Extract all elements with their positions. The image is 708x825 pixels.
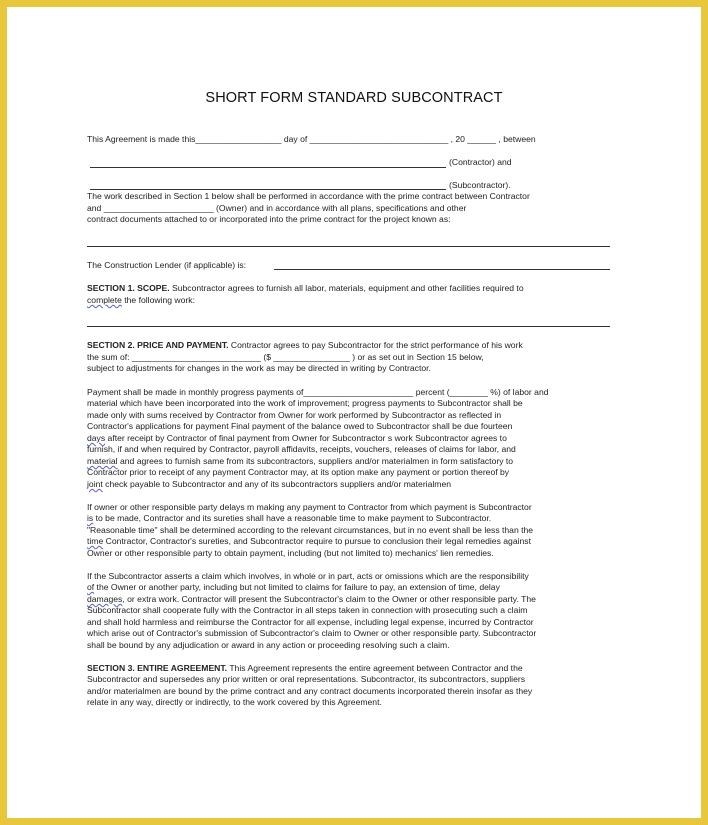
spell-flag-word: of [87, 582, 95, 592]
payment-para-line-4: Contractor's applications for payment Final payment of the balance owed to Subcontractor shall be due fourteen [87, 421, 513, 431]
spell-flag-word: is [87, 513, 94, 523]
section-3-line-2: Subcontractor and supersedes any prior written or oral representations. Subcontractor, its subcontractors, suppliers [87, 674, 526, 684]
work-description-line-2: and _______________________ (Owner) and in accordance with all plans, specifications and other [87, 203, 467, 213]
claim-para-line-3 [87, 594, 536, 605]
spell-flag-word: complete [87, 295, 122, 305]
claim-para-line-5: and shall hold harmless and reimburse the Contractor for all expense, including legal expense, incurred by Contractor [87, 617, 534, 627]
document-title: SHORT FORM STANDARD SUBCONTRACT [205, 90, 503, 106]
section-1-text-2: the following work: [121, 295, 195, 305]
spell-flag-word: joint [87, 479, 103, 489]
section-2-text: Contractor agrees to pay Subcontractor for the strict performance of his work [230, 340, 523, 350]
contractor-label: (Contractor) and [449, 157, 512, 167]
claim-para-line-1: If the Subcontractor asserts a claim which involves, in whole or in part, acts or omissions which are the responsibility [87, 571, 529, 581]
claim-para-line-2 [87, 582, 500, 593]
work-description-line-3: contract documents attached to or incorporated into the prime contract for the project known as: [87, 214, 451, 224]
section-2-heading: SECTION 2. PRICE AND PAYMENT. [87, 340, 229, 350]
contractor-blank [90, 167, 446, 168]
delay-para-line-5: Owner or other responsible party to obtain payment, including (but not limited to) mechanics' lien remedies. [87, 548, 494, 558]
claim-para-line-7: shall be bound by any adjudication or award in any action or proceeding resolving such a claim. [87, 640, 450, 650]
delay-para-line-1: If owner or other responsible party delays m making any payment to Contractor from which payment is Subcontractor [87, 502, 532, 512]
project-name-blank [87, 246, 610, 247]
delay-para-line-4 [87, 536, 531, 547]
payment-para-text: after receipt by Contractor of final payment from Owner for Subcontractor s work Subcontractor agrees to [105, 433, 507, 443]
construction-lender-blank [274, 269, 610, 270]
scope-work-blank [87, 326, 610, 327]
construction-lender-line: The Construction Lender (if applicable) is: [87, 260, 247, 270]
claim-para-text: the Owner or another party, including but not limited to claims for failure to pay, an extension of time, delay [94, 582, 500, 592]
section-2-line-2: the sum of: ___________________________ ($ ________________ ) or as set out in Section 15 below, [87, 352, 484, 362]
claim-para-line-6: which arise out of Contractor's submission of Subcontractor's claim to Owner or other responsible party. Subcontractor [87, 628, 537, 638]
payment-para-text: and agrees to furnish same from its subcontractors, suppliers and/or materialmen in form satisfactory to [117, 456, 514, 466]
payment-para-line-9 [87, 479, 451, 490]
section-3-heading: SECTION 3. ENTIRE AGREEMENT. [87, 663, 228, 673]
payment-para-line-5 [87, 433, 507, 444]
payment-para-line-6: furnish, if and when required by Contractor, payroll affidavits, receipts, vouchers, releases of claims for labor, and [87, 444, 516, 454]
section-2-line-3: subject to adjustments for changes in the work as may be directed in writing by Contractor. [87, 363, 431, 373]
spell-flag-word: material [87, 456, 118, 466]
section-2-line-1 [87, 340, 523, 351]
spell-flag-word: days [87, 433, 106, 443]
section-3-line-1 [87, 663, 523, 674]
payment-para-line-3: made only with sums received by Contractor from Owner for work performed by Subcontractor as reflected in [87, 410, 502, 420]
section-3-line-3: and/or materialmen are bound by the prime contract and any contract documents incorporated therein insofar as they [87, 686, 533, 696]
payment-para-line-8: Contractor prior to receipt of any payment Contractor may, at its option make any payment or portion thereof by [87, 467, 510, 477]
claim-para-text: , or extra work. Contractor will present the Subcontractor's claim to the Owner or other responsible party. The [122, 594, 536, 604]
payment-para-line-2: material which have been incorporated into the work of improvement; progress payments to Subcontractor shall be [87, 398, 523, 408]
delay-para-text: to be made, Contractor and its sureties shall have a reasonable time to make payment to Subcontractor. [93, 513, 492, 523]
payment-para-text: check payable to Subcontractor and any of its subcontractors suppliers and/or materialmen [102, 479, 451, 489]
section-1-line-1 [87, 283, 524, 294]
section-3-line-4: relate in any way, directly or indirectly, to the work covered by this Agreement. [87, 697, 382, 707]
work-description-line-1: The work described in Section 1 below shall be performed in accordance with the prime contract between Contractor [87, 191, 530, 201]
section-1-text: Subcontractor agrees to furnish all labor, materials, equipment and other facilities required to [172, 283, 524, 293]
agreement-date-line: This Agreement is made this__________________ day of _____________________________ , 20 ______ , between [87, 134, 536, 144]
payment-para-line-7 [87, 456, 513, 467]
subcontractor-label: (Subcontractor). [449, 180, 511, 190]
section-1-heading: SECTION 1. SCOPE. [87, 283, 170, 293]
payment-para-line-1: Payment shall be made in monthly progress payments of_______________________ percent (________ %) of labor and [87, 387, 549, 397]
spell-flag-word: damages [87, 594, 123, 604]
spell-flag-word: time [87, 536, 104, 546]
delay-para-text: Contractor, Contractor's sureties, and Subcontractor require to pursue to conclusion their legal remedies against [103, 536, 531, 546]
delay-para-line-2 [87, 513, 491, 524]
claim-para-line-4: Subcontractor shall cooperate fully with the Contractor in all steps taken in connection with prosecuting such a claim [87, 605, 528, 615]
section-3-text: This Agreement represents the entire agreement between Contractor and the [229, 663, 523, 673]
subcontractor-blank [90, 189, 446, 190]
delay-para-line-3: "Reasonable time" shall be determined according to the relevant circumstances, but in no event shall be less than the [87, 525, 534, 535]
document-page [7, 7, 701, 818]
section-1-line-2 [87, 295, 195, 306]
